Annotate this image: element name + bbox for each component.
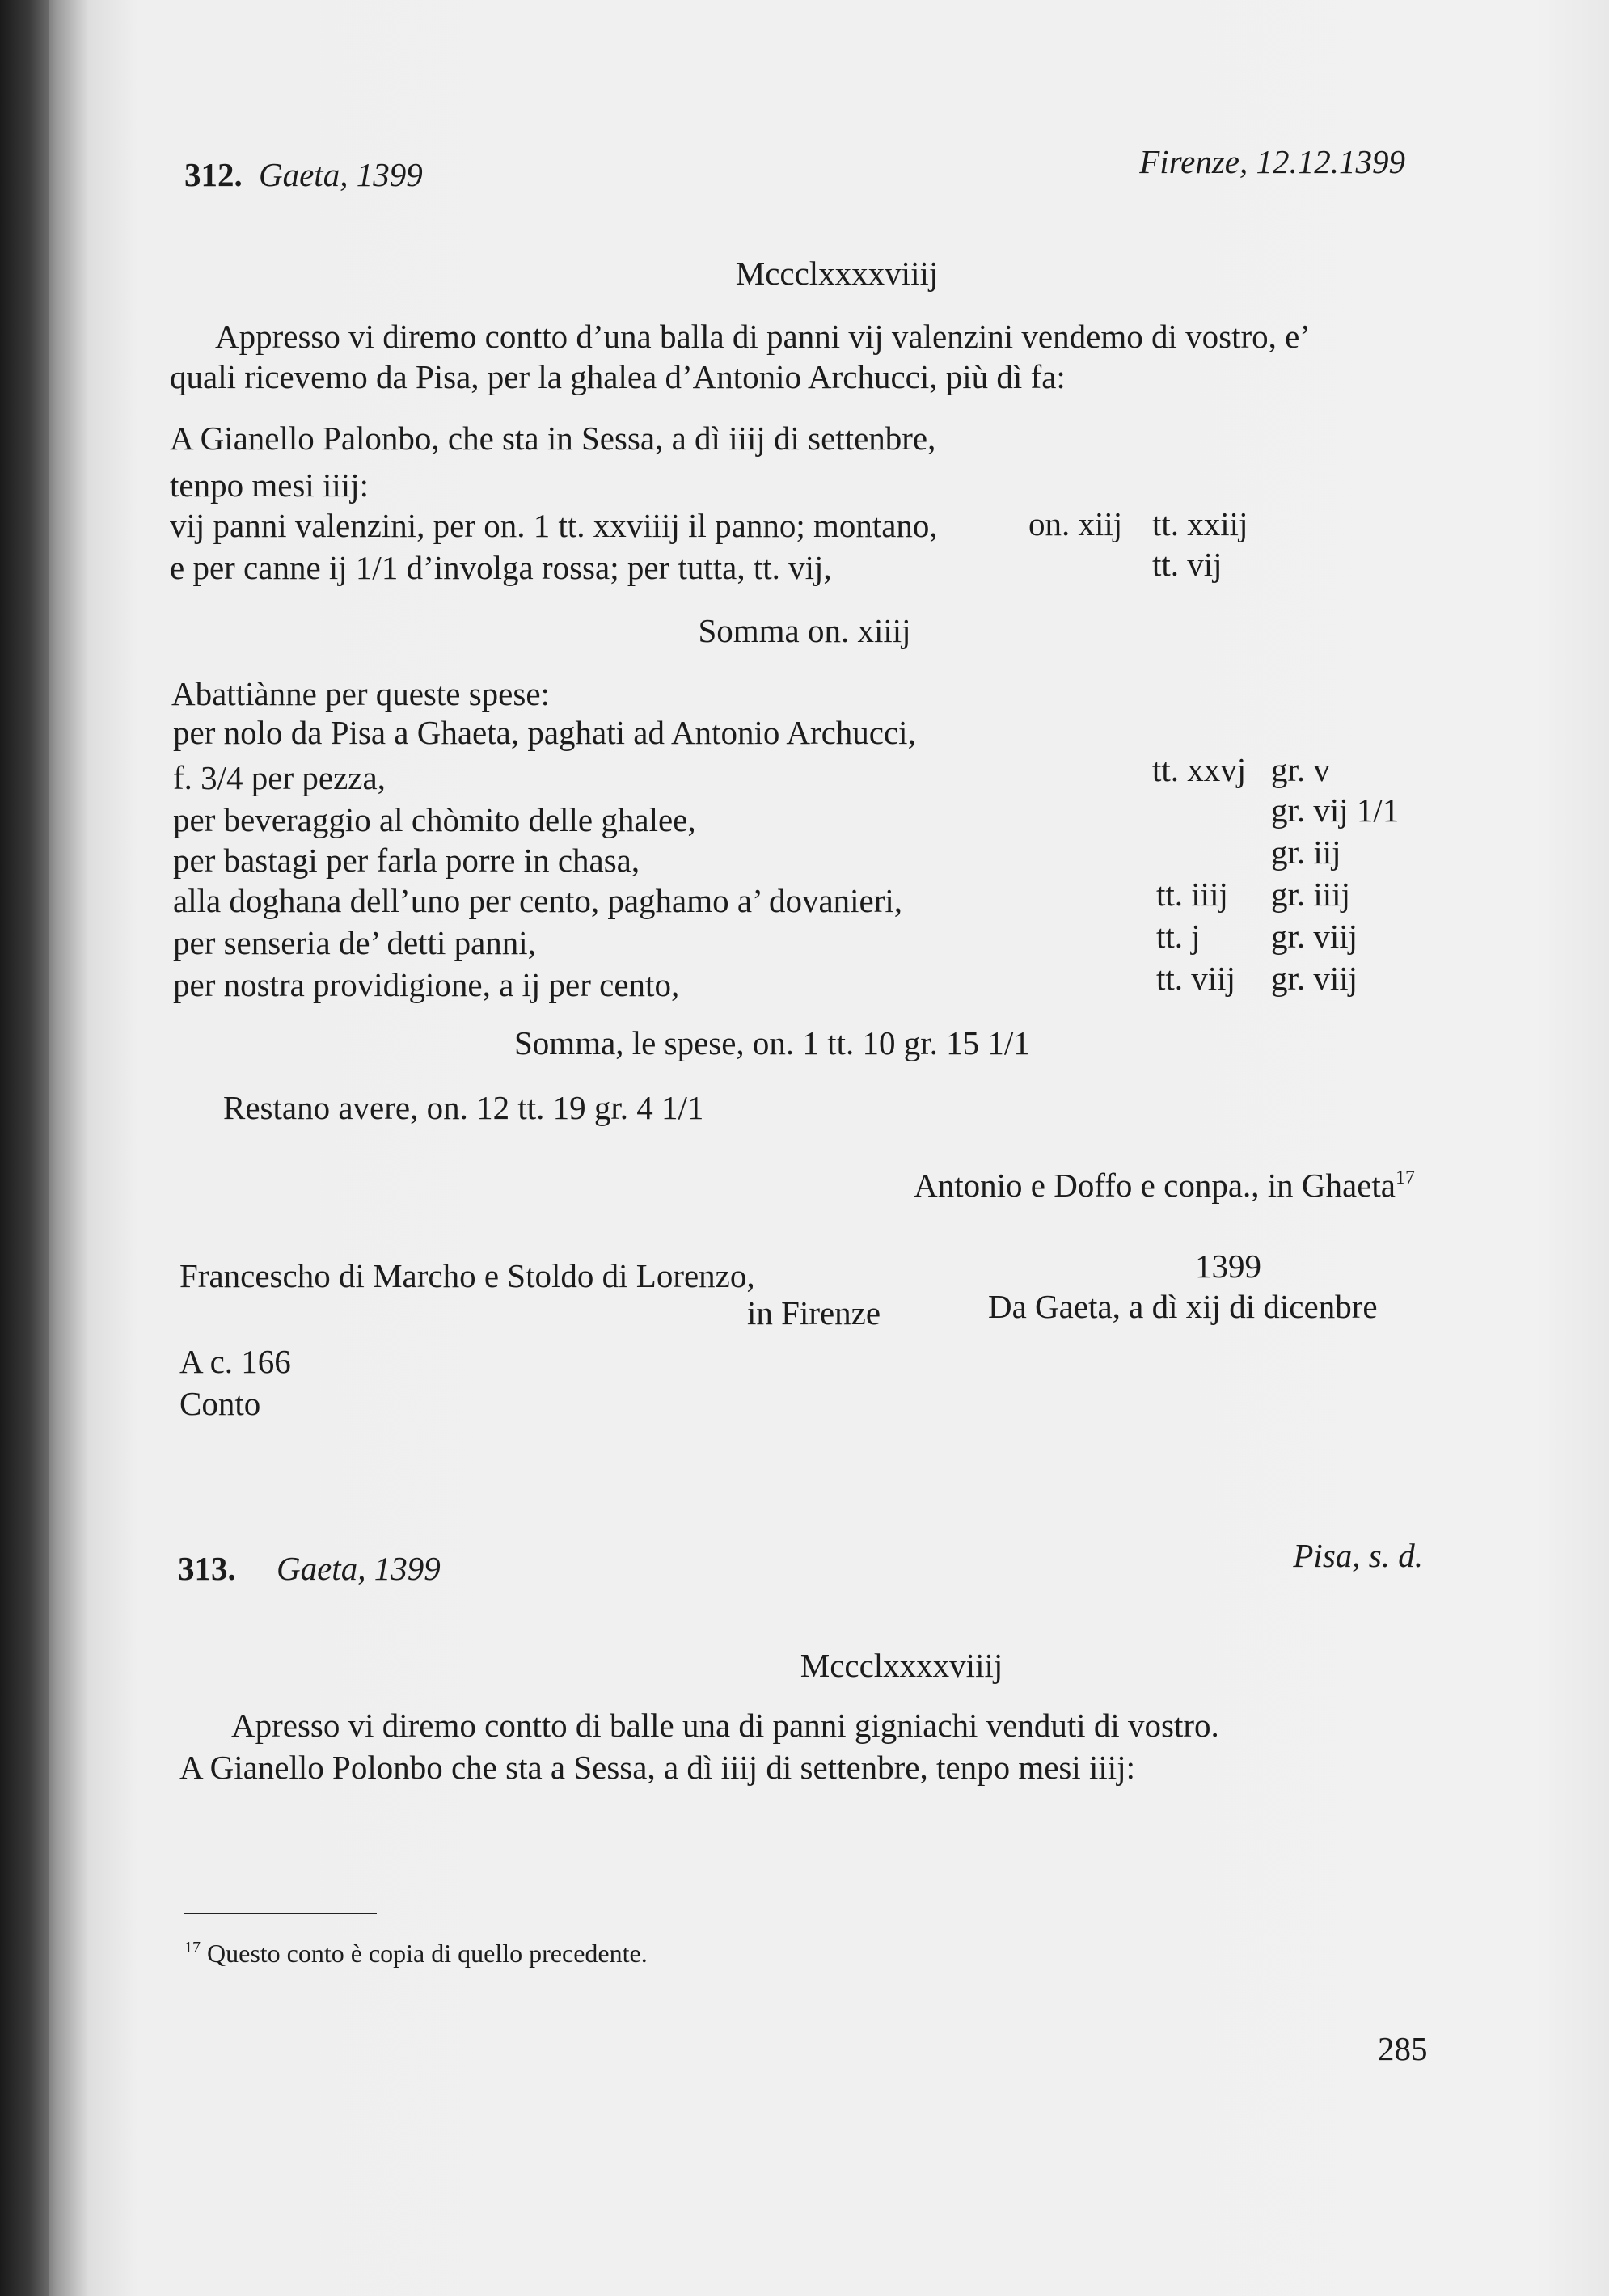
footnote-mark: 17 xyxy=(184,1939,201,1956)
entry-312-year: Mccclxxxxviiij xyxy=(735,255,939,292)
entry-312-expense-5-grani: gr. iiij xyxy=(1271,876,1350,913)
entry-312-number: 312. xyxy=(184,156,243,193)
entry-312-expense-6-grani: gr. viij xyxy=(1271,918,1358,955)
entry-312-intro-line-2: quali ricevemo da Pisa, per la ghalea d’Antonio Archucci, più dì fa: xyxy=(170,358,1066,395)
entry-312-expense-7-grani: gr. viij xyxy=(1271,960,1358,997)
footnote xyxy=(184,1940,648,1966)
entry-312-expense-7-tari: tt. viij xyxy=(1156,960,1235,997)
entry-312-expense-line-3: per beveraggio al chòmito delle ghalee, xyxy=(173,801,696,838)
entry-312-restano: Restano avere, on. 12 tt. 19 gr. 4 1/1 xyxy=(223,1089,704,1126)
entry-312-intro-line-1: Appresso vi diremo contto d’una balla di panni vij valenzini vendemo di vostro, e’ xyxy=(215,318,1311,355)
entry-312-expense-4-grani: gr. iij xyxy=(1271,834,1341,871)
entry-312-carta: A c. 166 xyxy=(179,1343,291,1380)
entry-313-line-2: A Gianello Polonbo che sta a Sessa, a dì iiij di settenbre, tenpo mesi iiij: xyxy=(179,1749,1135,1786)
entry-312-somma-spese: Somma, le spese, on. 1 tt. 10 gr. 15 1/1 xyxy=(514,1024,1030,1061)
entry-312-buyer-line-1: A Gianello Palonbo, che sta in Sessa, a dì iiij di settenbre, xyxy=(170,420,936,457)
footnote-ref-17: 17 xyxy=(1396,1167,1415,1188)
entry-312-signature xyxy=(914,1169,1415,1202)
entry-313-place: Gaeta, 1399 xyxy=(277,1550,441,1587)
entry-312-destination: Firenze, 12.12.1399 xyxy=(1139,143,1405,180)
entry-312-expense-2-grani: gr. v xyxy=(1271,751,1330,788)
footnote-rule xyxy=(184,1913,377,1914)
entry-312-expense-line-1: per nolo da Pisa a Ghaeta, paghati ad Antonio Archucci, xyxy=(173,714,916,751)
entry-312-date-year: 1399 xyxy=(1195,1247,1261,1285)
entry-312-date-line: Da Gaeta, a dì xij di dicenbre xyxy=(988,1288,1378,1325)
book-spine-shadow xyxy=(0,0,49,2296)
entry-312-expense-6-tari: tt. j xyxy=(1156,918,1201,955)
entry-312-expense-5-tari: tt. iiij xyxy=(1156,876,1228,913)
entry-312-sale-1-tari: tt. xxiij xyxy=(1152,505,1248,542)
entry-313-line-1: Apresso vi diremo contto di balle una di panni gigniachi venduti di vostro. xyxy=(231,1707,1219,1744)
entry-312-sale-2-tari: tt. vij xyxy=(1152,546,1223,583)
entry-312-expense-2-tari: tt. xxvj xyxy=(1152,751,1247,788)
entry-312-abattianne: Abattiànne per queste spese: xyxy=(171,675,550,712)
entry-312-buyer-line-2: tenpo mesi iiij: xyxy=(170,466,369,504)
entry-313-destination: Pisa, s. d. xyxy=(1293,1537,1423,1574)
entry-312-place: Gaeta, 1399 xyxy=(259,156,423,193)
entry-313-number: 313. xyxy=(178,1550,236,1587)
entry-312-sale-line-2: e per canne ij 1/1 d’involga rossa; per tutta, tt. vij, xyxy=(170,549,832,586)
entry-312-expense-line-4: per bastagi per farla porre in chasa, xyxy=(173,842,640,879)
entry-312-conto: Conto xyxy=(179,1385,261,1422)
entry-313-year: Mccclxxxxviiij xyxy=(800,1647,1003,1684)
footnote-text: Questo conto è copia di quello precedente. xyxy=(207,1939,648,1968)
entry-312-sale-1-once: on. xiij xyxy=(1028,505,1123,542)
entry-312-sale-line-1: vij panni valenzini, per on. 1 tt. xxviiij il panno; montano, xyxy=(170,507,938,544)
entry-312-expense-3-grani: gr. vij 1/1 xyxy=(1271,791,1400,829)
entry-312-signature-text: Antonio e Doffo e conpa., in Ghaeta xyxy=(914,1167,1396,1204)
entry-312-address-line-2: in Firenze xyxy=(747,1294,881,1332)
entry-312-expense-line-5: alla doghana dell’uno per cento, paghamo a’ dovanieri, xyxy=(173,882,903,919)
entry-312-address-line-1: Franceschо di Marcho e Stoldo di Lorenzo, xyxy=(179,1257,755,1294)
page-number: 285 xyxy=(1378,2030,1428,2067)
entry-312-expense-line-7: per nostra providigione, a ij per cento, xyxy=(173,966,680,1003)
entry-312-somma: Somma on. xiiij xyxy=(698,612,911,649)
entry-312-expense-line-6: per senseria de’ detti panni, xyxy=(173,924,536,961)
entry-312-expense-line-2: f. 3/4 per pezza, xyxy=(173,759,386,796)
